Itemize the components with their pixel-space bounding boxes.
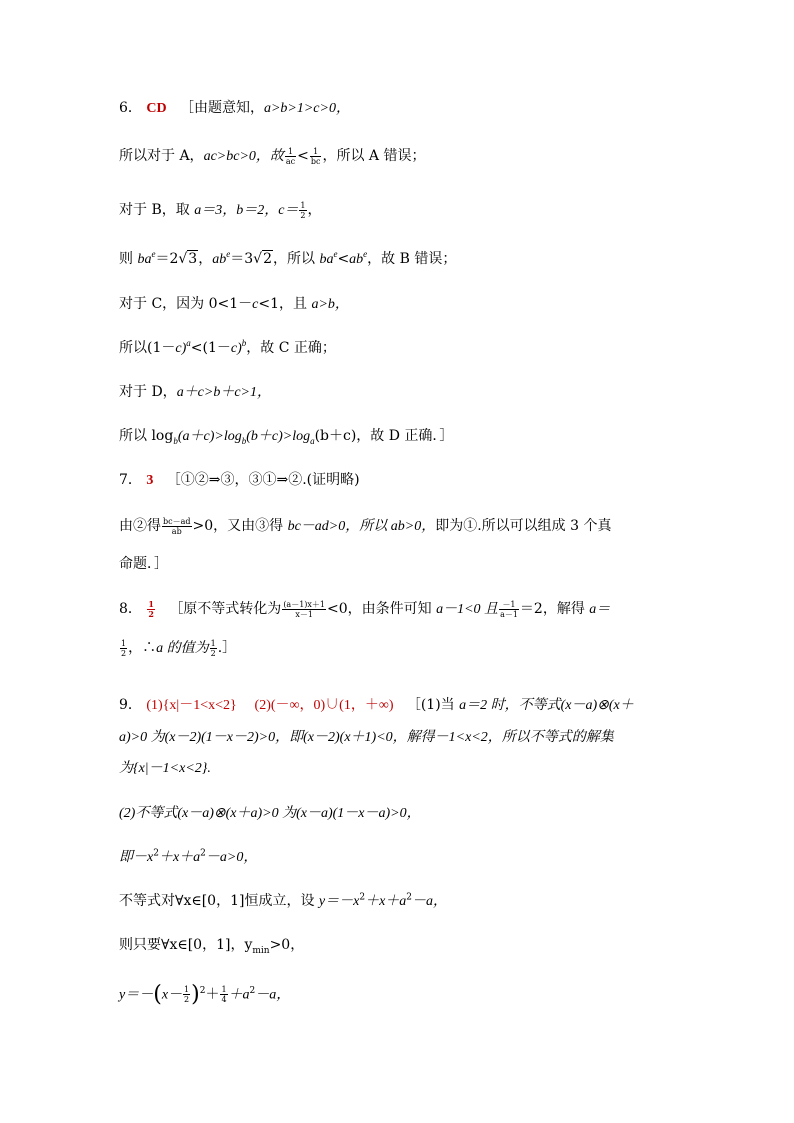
question-number: 9． — [119, 697, 142, 713]
numerator: 1 — [285, 147, 296, 157]
fraction — [282, 600, 326, 619]
math: b — [173, 435, 178, 446]
text: ，所以 — [272, 251, 320, 267]
text: ［(1)当 — [406, 697, 460, 713]
text: >0， — [269, 937, 305, 953]
math: 2 — [359, 892, 366, 903]
q6-line-7 — [119, 381, 271, 401]
fraction — [120, 639, 127, 658]
math: ) — [191, 982, 200, 1007]
text: 不等式对∀x∈[0，1]恒成立，设 — [119, 893, 319, 909]
denominator: 2 — [184, 995, 190, 1004]
text: .］ — [217, 640, 237, 656]
denominator: 2 — [210, 648, 216, 658]
text: <1，且 — [258, 296, 312, 312]
math: ab — [349, 252, 364, 267]
math: c) — [230, 341, 242, 356]
math: 2 — [406, 892, 413, 903]
answer-part-2: (2)(－∞，0)∪(1，＋∞) — [254, 698, 394, 713]
text: ［①②⇒③，③①⇒②.(证明略) — [166, 472, 360, 488]
denominator: 2 — [121, 648, 127, 658]
math: 2 — [200, 848, 206, 859]
math: (b＋c)>log — [246, 429, 311, 444]
math: 为{x|－1<x<2}. — [119, 761, 211, 776]
fraction — [162, 517, 192, 536]
math: e — [226, 249, 231, 260]
answer-label: 3 — [146, 473, 154, 488]
fraction — [310, 147, 322, 166]
numerator: bc－ad — [163, 516, 191, 526]
fraction — [183, 985, 190, 1004]
numerator: (a－1)x＋1 — [283, 599, 326, 609]
text: ，故 B 错误； — [367, 251, 457, 267]
text: 所以对于 A， — [119, 148, 204, 164]
math: b — [241, 435, 247, 446]
text: 由②得 — [119, 518, 161, 534]
fraction — [299, 201, 306, 220]
text: (b＋c)，故 D 正确．］ — [314, 428, 454, 444]
q6-line-3 — [119, 199, 322, 220]
math: c — [252, 297, 259, 312]
text: 命题．］ — [119, 556, 168, 572]
math: x－ — [161, 987, 183, 1003]
math: a＝2 时，不等式(x－a)⊗(x＋ — [459, 698, 634, 713]
math: a>b>1>c>0， — [263, 101, 350, 116]
math: y＝－x — [318, 894, 360, 909]
math: 2 — [249, 985, 256, 996]
math: ＋x＋a — [158, 850, 201, 865]
text: ，故 C 正确； — [246, 340, 336, 356]
numerator: 1 — [184, 985, 190, 994]
math: a＋c>b＋c>1， — [176, 385, 272, 400]
math: a — [310, 435, 315, 446]
numerator: 1 — [121, 638, 127, 648]
text: 所以 log — [119, 428, 174, 444]
math: ＋a — [228, 987, 250, 1003]
text: ＝2 — [155, 251, 179, 267]
numerator: 1 — [310, 147, 322, 157]
math: b — [241, 338, 247, 349]
denominator: 2 — [148, 608, 154, 619]
q9-line-1 — [119, 694, 634, 714]
math: 2 — [199, 985, 206, 996]
math: a＝3，b＝2，c＝ — [194, 203, 299, 218]
math: min — [252, 945, 270, 956]
answer-fraction — [147, 600, 155, 619]
q7-line-3 — [119, 553, 168, 573]
q9-line-4 — [119, 802, 421, 822]
text: < — [337, 251, 350, 267]
numerator: 1 — [210, 638, 216, 648]
text: 则只要∀x∈[0，1]，y — [119, 937, 253, 953]
sqrt: 2 — [263, 251, 272, 267]
q6-line-1 — [119, 97, 350, 117]
text: ＝3 — [230, 251, 254, 267]
math: e — [363, 249, 368, 260]
text: ［原不等式转化为 — [169, 601, 282, 617]
math: ( — [153, 982, 162, 1007]
denominator: ab — [171, 526, 182, 536]
numerator: 1 — [221, 985, 227, 994]
math: ba — [137, 252, 152, 267]
math: e — [333, 249, 338, 260]
math: ac>bc>0，故 — [203, 149, 284, 164]
denominator: x－1 — [295, 609, 313, 619]
math: ba — [319, 252, 334, 267]
question-number: 7． — [119, 472, 142, 488]
sqrt: 3 — [188, 251, 198, 267]
q8-line-1 — [119, 598, 610, 619]
math: (a＋c)>log — [177, 429, 242, 444]
q9-line-3 — [119, 757, 211, 777]
math: a — [186, 338, 191, 349]
denominator: bc — [310, 156, 321, 166]
math: bc－ad>0，所以 ab>0， — [287, 519, 436, 534]
math: －a， — [255, 987, 291, 1003]
math: ab — [212, 252, 227, 267]
q6-line-4: 则 $ba^e=2√3$，$ab^e=3√2$，所以 $ba^e<ab^e$，故 B 错误； — [119, 249, 457, 267]
q9-line-7 — [119, 934, 304, 956]
q6-line-6 — [119, 337, 336, 357]
math: (2)不等式(x－a)⊗(x＋a)>0 为(x－a)(1－x－a)>0， — [119, 806, 421, 821]
text: ［由题意知， — [179, 100, 264, 116]
fraction — [285, 147, 296, 166]
text: ，所以 A 错误； — [322, 148, 426, 164]
denominator: a－1 — [500, 609, 518, 619]
fraction — [499, 600, 519, 619]
text: 所以(1－ — [119, 340, 176, 356]
numerator: －1 — [499, 600, 519, 610]
text: <(1－ — [190, 340, 231, 356]
text: < — [297, 148, 309, 164]
math: a 的值为 — [156, 641, 209, 656]
math: y＝－ — [119, 987, 154, 1003]
text: ， — [307, 202, 322, 218]
question-number: 8． — [119, 601, 142, 617]
math: －a， — [412, 894, 448, 909]
q9-line-8 — [119, 982, 290, 1007]
text: ， — [198, 251, 213, 267]
answer-label: CD — [146, 101, 167, 116]
text: ＋ — [205, 986, 220, 1003]
q9-line-2 — [119, 726, 614, 746]
text: <0，由条件可知 — [327, 601, 437, 617]
numerator: 1 — [148, 598, 154, 609]
q6-line-2 — [119, 145, 426, 166]
math: ＋x＋a — [365, 894, 407, 909]
text: 则 — [119, 251, 138, 267]
q8-line-2 — [119, 637, 236, 658]
text: ，∴ — [128, 640, 157, 656]
text: 对于 B，取 — [119, 202, 195, 218]
math: a>b， — [311, 297, 349, 312]
q6-line-8 — [119, 425, 453, 447]
denominator: ac — [285, 156, 296, 166]
text: 对于 C，因为 0<1－ — [119, 296, 253, 312]
text: >0，又由③得 — [192, 518, 288, 534]
math: c) — [175, 341, 187, 356]
denominator: 2 — [300, 210, 306, 220]
text: 即为①.所以可以组成 3 个真 — [435, 518, 612, 534]
math: 2 — [153, 848, 159, 859]
denominator: 4 — [221, 995, 227, 1004]
fraction — [210, 639, 217, 658]
q9-line-5 — [119, 846, 257, 866]
math: e — [151, 249, 156, 260]
q6-line-5 — [119, 293, 349, 313]
math: a＝ — [589, 602, 611, 617]
math: a－1<0 且 — [436, 602, 499, 617]
text: 对于 D， — [119, 384, 177, 400]
numerator: 1 — [300, 200, 306, 210]
q9-line-6 — [119, 890, 447, 910]
text: ＝2，解得 — [519, 601, 590, 617]
question-number: 6． — [119, 100, 142, 116]
q7-line-2 — [119, 515, 611, 536]
math: a)>0 为(x－2)(1－x－2)>0，即(x－2)(x＋1)<0，解得－1<x<2，所以不等式的解集 — [119, 730, 614, 745]
q7-line-1 — [119, 469, 360, 489]
math: －a>0， — [205, 850, 258, 865]
math: 即－x — [119, 850, 154, 865]
fraction — [220, 985, 227, 1004]
answer-part-1: (1){x|－1<x<2} — [146, 698, 237, 713]
